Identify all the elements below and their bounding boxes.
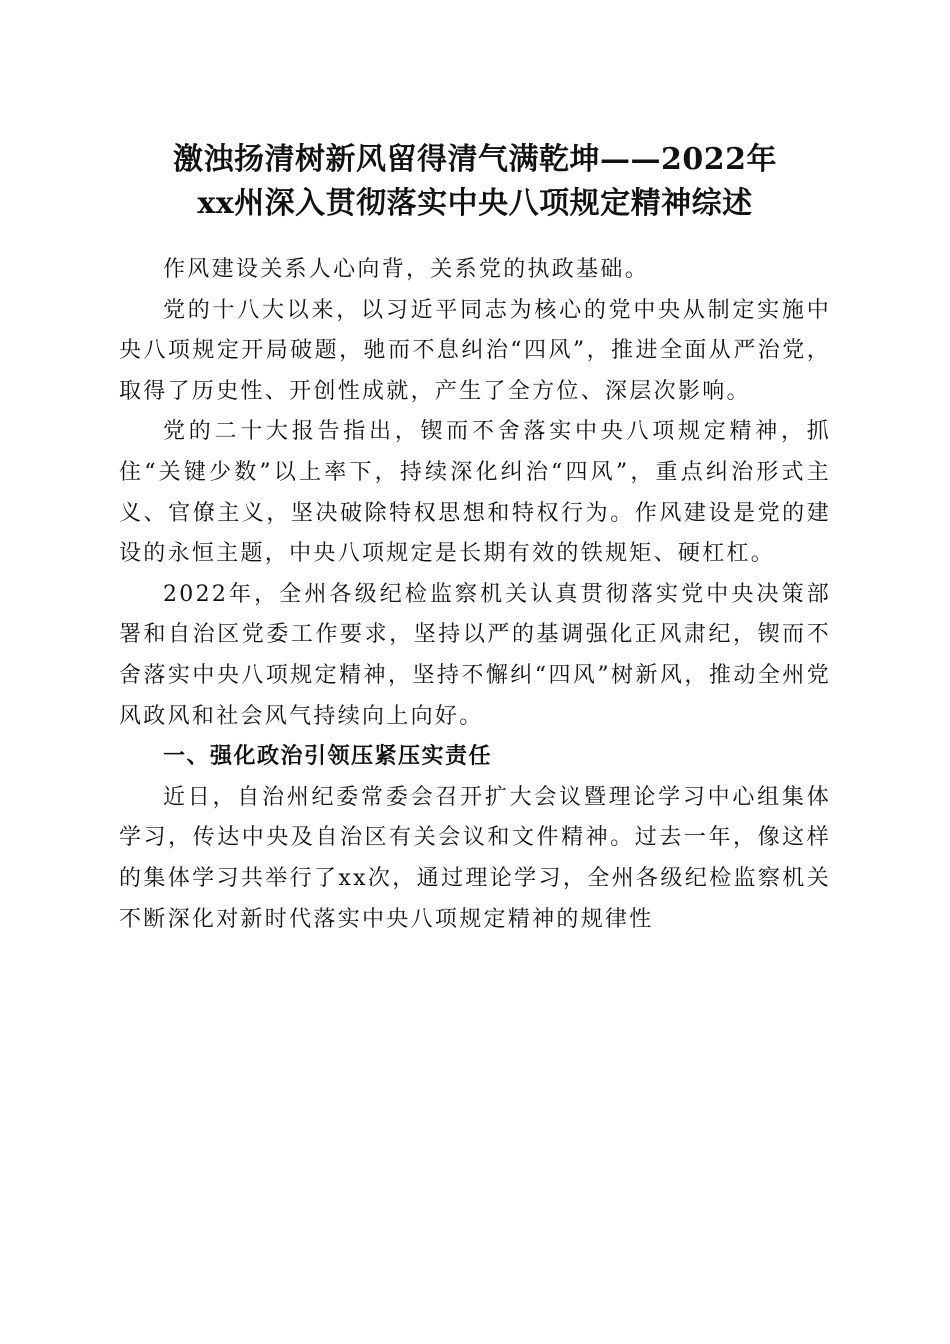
document-body [119, 250, 831, 940]
document-title [118, 138, 832, 226]
paragraph-section-1: 近日，自治州纪委常委会召开扩大会议暨理论学习中心组集体学习，传达中央及自治区有关会议和文件精神。过去一年，像这样的集体学习共举行了xx次，通过理论学习，全州各级纪检监察机关不断深化对新时代落实中央八项规定精神的规律性 [119, 784, 831, 932]
title-line-2: xx州深入贯彻落实中央八项规定精神综述 [197, 186, 753, 221]
title-line-1: 激浊扬清树新风留得清气满乾坤——2022年 [173, 142, 777, 177]
paragraph-2022-summary: 2022年，全州各级纪检监察机关认真贯彻落实党中央决策部署和自治区党委工作要求，坚持以严的基调强化正风肃纪，锲而不舍落实中央八项规定精神，坚持不懈纠“四风”树新风，推动全州党风政风和社会风气持续向上向好。 [119, 581, 831, 729]
paragraph-intro: 作风建设关系人心向背，关系党的执政基础。 [163, 257, 650, 282]
paragraph-20th-congress: 党的二十大报告指出，锲而不舍落实中央八项规定精神，抓住“关键少数”以上率下，持续深化纠治“四风”，重点纠治形式主义、官僚主义，坚决破除特权思想和特权行为。作风建设是党的建设的永恒主题，中央八项规定是长期有效的铁规矩、硬杠杠。 [119, 419, 831, 567]
section-heading-1: 一、强化政治引领压紧压实责任 [163, 744, 493, 770]
paragraph-18th-congress: 党的十八大以来，以习近平同志为核心的党中央从制定实施中央八项规定开局破题，驰而不息纠治“四风”，推进全面从严治党，取得了历史性、开创性成就，产生了全方位、深层次影响。 [119, 297, 831, 404]
